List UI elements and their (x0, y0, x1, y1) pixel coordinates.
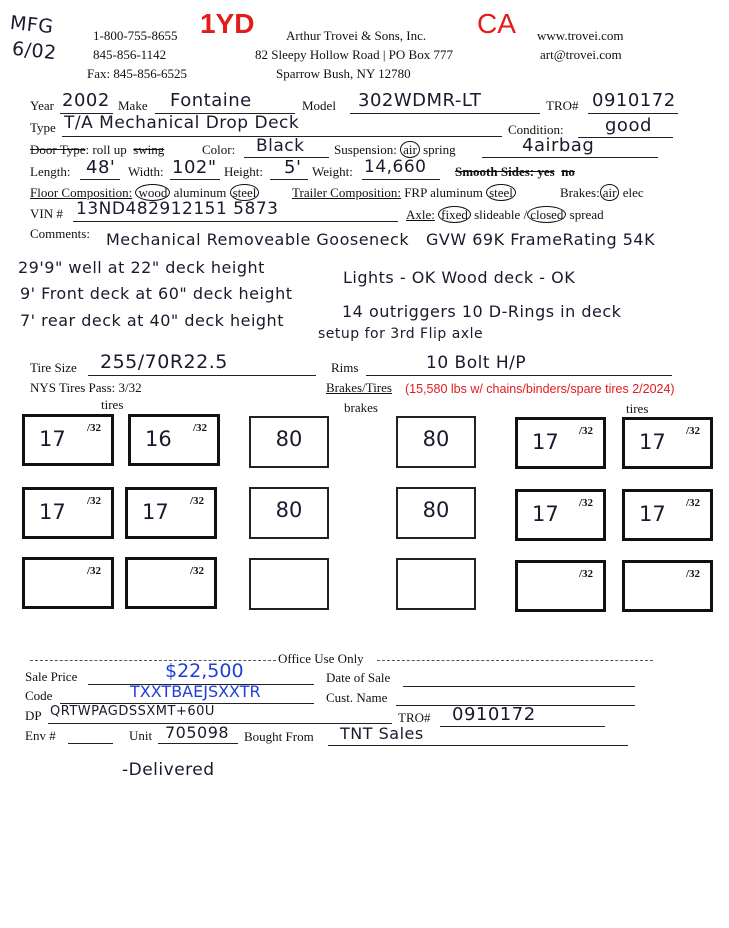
brakes-tires-note: (15,580 lbs w/ chains/binders/spare tires 2/2024) (405, 382, 675, 396)
door-type-swing: swing (133, 142, 165, 157)
trailer-composition-row (292, 185, 516, 201)
brakes-elec: elec (622, 185, 644, 200)
tire-box-r1-c2: 16 /32 (128, 414, 220, 466)
trailer-composition-label: Trailer Composition: (292, 185, 401, 200)
tire-box-r3-c3: /32 (515, 560, 606, 612)
make-value: Fontaine (170, 90, 252, 111)
vin-label: VIN # (30, 206, 63, 221)
tire-box-r2-c4: 17 /32 (622, 489, 713, 541)
unit-value: 705098 (165, 723, 230, 742)
door-type-row (30, 142, 164, 158)
cust-name-label: Cust. Name (326, 690, 388, 705)
rims-value: 10 Bolt H/P (426, 353, 527, 373)
env-label: Env # (25, 728, 56, 743)
axle-closed: closed (527, 206, 566, 223)
tire-box-r2-c3: 17 /32 (515, 489, 606, 541)
vin-value: 13ND482912151 5873 (76, 199, 279, 219)
color-label: Color: (202, 142, 236, 157)
height-label: Height: (224, 164, 263, 179)
floor-steel: steel (230, 184, 260, 201)
mfg-year-code: 6/02 (10, 37, 58, 65)
length-label: Length: (30, 164, 71, 179)
year-value: 2002 (62, 90, 110, 111)
smooth-sides-no: no (561, 164, 575, 179)
axle-row (406, 207, 604, 223)
comment-line-1b: GVW 69K FrameRating 54K (426, 230, 656, 249)
height-value: 5' (284, 157, 302, 178)
tro-label: TRO# (546, 98, 579, 113)
comment-line-3a: 9' Front deck at 60" deck height (20, 284, 293, 303)
axle-label: Axle: (406, 207, 435, 222)
tire-box-r3-c1: /32 (22, 557, 114, 609)
fax-number: Fax: 845-856-6525 (87, 66, 188, 81)
comment-line-2b: Lights - OK Wood deck - OK (343, 268, 576, 287)
sale-price-label: Sale Price (25, 669, 78, 684)
tire-box-r1-c4: 17 /32 (622, 417, 713, 469)
brake-box-r3-c2 (396, 558, 476, 610)
width-label: Width: (128, 164, 164, 179)
unit-label: Unit (129, 728, 153, 743)
brake-box-r2-c1: 80 (249, 487, 329, 539)
trailer-steel: steel (486, 184, 516, 201)
mfg-label: MFG (8, 11, 55, 39)
tro-value: 0910172 (592, 90, 676, 111)
smooth-sides-label: Smooth Sides (455, 164, 530, 179)
sale-price-value: $22,500 (165, 660, 244, 682)
tro-office-value: 0910172 (452, 704, 536, 725)
yard-stamp: 1YD (200, 8, 255, 39)
tire-box-r1-c1: 17 /32 (22, 414, 114, 466)
code-label: Code (25, 688, 53, 703)
model-value: 302WDMR-LT (358, 90, 482, 111)
suspension-row (334, 142, 456, 158)
bought-from-label: Bought From (244, 729, 314, 744)
brake-box-r3-c1 (249, 558, 329, 610)
office-use-header: Office Use Only (278, 651, 364, 666)
tire-box-r3-c2: /32 (125, 557, 217, 609)
comment-line-5b: setup for 3rd Flip axle (318, 326, 484, 342)
smooth-sides-yes: : yes (529, 164, 555, 179)
weight-label: Weight: (312, 164, 353, 179)
company-email: art@trovei.com (540, 47, 622, 62)
tires-right-label: tires (626, 401, 649, 416)
phone-toll-free: 1-800-755-8655 (93, 28, 178, 43)
floor-aluminum: aluminum (173, 185, 227, 200)
bought-from-value: TNT Sales (340, 724, 424, 743)
tire-box-r2-c1: 17 /32 (22, 487, 114, 539)
comment-line-1a: Mechanical Removeable Gooseneck (106, 230, 410, 249)
floor-wood: wood (135, 184, 170, 201)
delivered-note: -Delivered (122, 760, 215, 780)
smooth-sides-row (455, 164, 575, 180)
type-value: T/A Mechanical Drop Deck (64, 113, 300, 133)
axle-fixed: fixed (438, 206, 471, 223)
weight-value: 14,660 (364, 157, 427, 177)
state-stamp: CA (477, 8, 516, 39)
trailer-frp: FRP (404, 185, 427, 200)
brakes-label: Brakes: (560, 185, 600, 200)
axle-slideable: slideable (474, 207, 521, 222)
trailer-aluminum: aluminum (430, 185, 483, 200)
door-type-rollup: : roll up (85, 142, 127, 157)
length-value: 48' (86, 157, 116, 178)
suspension-air: air (400, 141, 420, 158)
comment-line-2a: 29'9" well at 22" deck height (18, 258, 265, 277)
dp-value: QRTWPAGDSSXMT+60U (50, 704, 215, 719)
year-label: Year (30, 98, 54, 113)
company-name: Arthur Trovei & Sons, Inc. (286, 28, 427, 43)
comments-label: Comments: (30, 226, 90, 241)
company-address-2: Sparrow Bush, NY 12780 (276, 66, 411, 81)
comment-line-4a: 7' rear deck at 40" deck height (20, 311, 284, 330)
comment-line-4b: 14 outriggers 10 D-Rings in deck (342, 302, 622, 321)
door-type-label: Door Type (30, 142, 86, 157)
brake-box-r2-c2: 80 (396, 487, 476, 539)
company-address-1: 82 Sleepy Hollow Road | PO Box 777 (255, 47, 453, 62)
nys-tires-pass: NYS Tires Pass: 3/32 (30, 380, 142, 395)
condition-value: good (605, 115, 652, 136)
tire-size-value: 255/70R22.5 (100, 351, 228, 373)
suspension-value: 4airbag (522, 135, 595, 156)
brakes-row (560, 185, 644, 201)
brakes-air: air (600, 184, 620, 201)
suspension-spring: spring (423, 142, 456, 157)
phone-local: 845-856-1142 (93, 47, 167, 62)
tire-size-label: Tire Size (30, 360, 77, 375)
brakes-column-label: brakes (344, 400, 378, 415)
brake-box-r1-c1: 80 (249, 416, 329, 468)
tires-left-label: tires (101, 397, 124, 412)
floor-composition-label: Floor Composition: (30, 185, 133, 200)
company-website: www.trovei.com (537, 28, 624, 43)
rims-label: Rims (331, 360, 359, 375)
brake-box-r1-c2: 80 (396, 416, 476, 468)
model-label: Model (302, 98, 336, 113)
type-label: Type (30, 120, 56, 135)
color-value: Black (256, 136, 305, 156)
brakes-tires-label: Brakes/Tires (326, 380, 392, 395)
width-value: 102" (172, 157, 217, 178)
condition-label: Condition: (508, 122, 564, 137)
tire-box-r1-c3: 17 /32 (515, 417, 606, 469)
tire-box-r3-c4: /32 (622, 560, 713, 612)
axle-separator: / (523, 207, 528, 222)
make-label: Make (118, 98, 148, 113)
date-of-sale-label: Date of Sale (326, 670, 391, 685)
dp-label: DP (25, 708, 42, 723)
suspension-label: Suspension: (334, 142, 397, 157)
code-value: TXXTBAEJSXXTR (130, 682, 261, 701)
axle-spread: spread (569, 207, 604, 222)
tro-office-label: TRO# (398, 710, 431, 725)
tire-box-r2-c2: 17 /32 (125, 487, 217, 539)
